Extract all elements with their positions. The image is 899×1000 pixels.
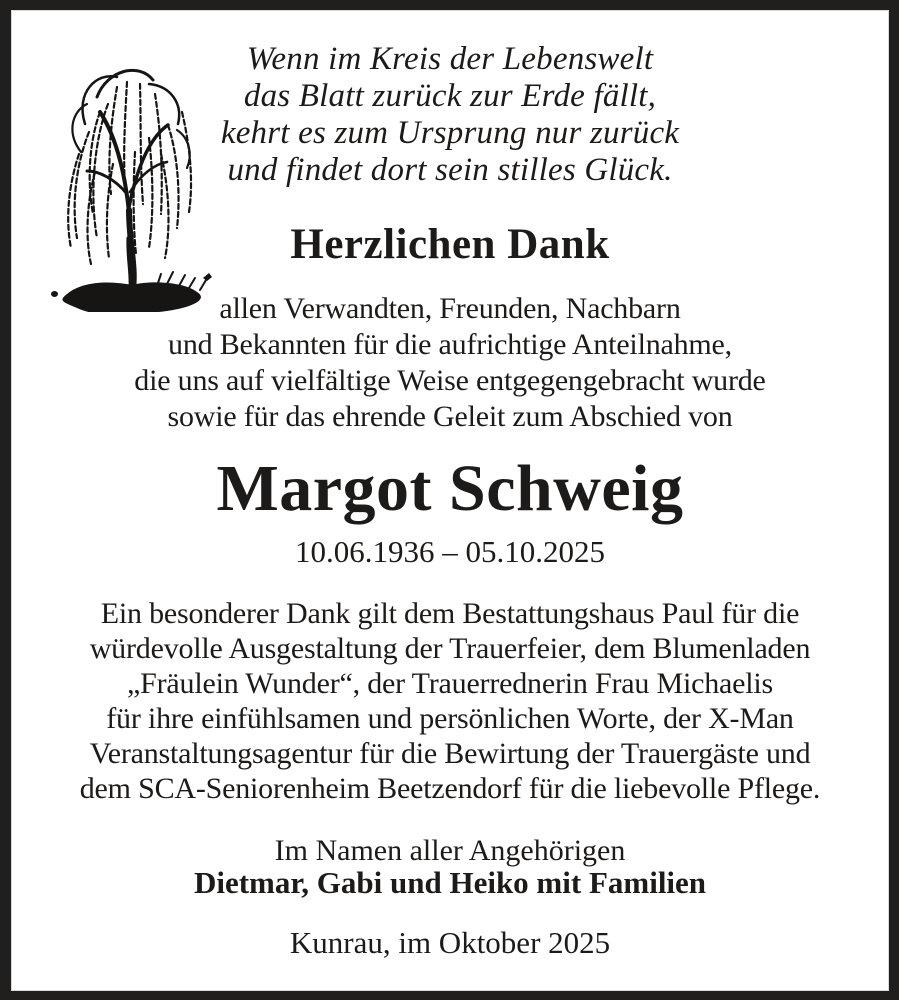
poem-line: Wenn im Kreis der Lebenswelt [246,41,654,77]
thanks-line: dem SCA-Seniorenheim Beetzendorf für die liebevolle Pflege. [79,772,821,805]
closing-place-date: Kunrau, im Oktober 2025 [289,925,611,960]
deceased-dates: 10.06.1936 – 05.10.2025 [295,534,605,569]
intro-paragraph [11,291,889,435]
poem-line: kehrt es zum Ursprung nur zurück [220,115,680,151]
poem [11,41,889,189]
thanks-line: für ihre einfühlsamen und persönlichen Worte, der X-Man [106,702,794,735]
intro-line: sowie für das ehrende Geleit zum Abschied von [167,400,733,433]
intro-line: und Bekannten für die aufrichtige Anteilnahme, [168,328,732,361]
thanks-line: Veranstaltungsagentur für die Bewirtung der Trauergäste und [89,737,811,770]
intro-line: allen Verwandten, Freunden, Nachbarn [219,292,681,325]
closing-family-names: Dietmar, Gabi und Heiko mit Familien [193,865,707,900]
thanks-line: würdevolle Ausgestaltung der Trauerfeier, dem Blumenladen [89,632,811,665]
poem-line: und findet dort sein stilles Glück. [227,152,673,188]
deceased-name: Margot Schweig [216,452,684,525]
thanks-paragraph [11,596,889,806]
intro-line: die uns auf vielfältige Weise entgegengebracht wurde [134,364,766,397]
poem-line: das Blatt zurück zur Erde fällt, [243,78,657,114]
thanks-line: Ein besonderer Dank gilt dem Bestattungshaus Paul für die [100,597,800,630]
thanks-line: „Fräulein Wunder“, der Trauerrednerin Frau Michaelis [127,667,773,700]
notice-heading: Herzlichen Dank [290,221,610,268]
closing-in-name-of: Im Namen aller Angehörigen [274,834,626,867]
